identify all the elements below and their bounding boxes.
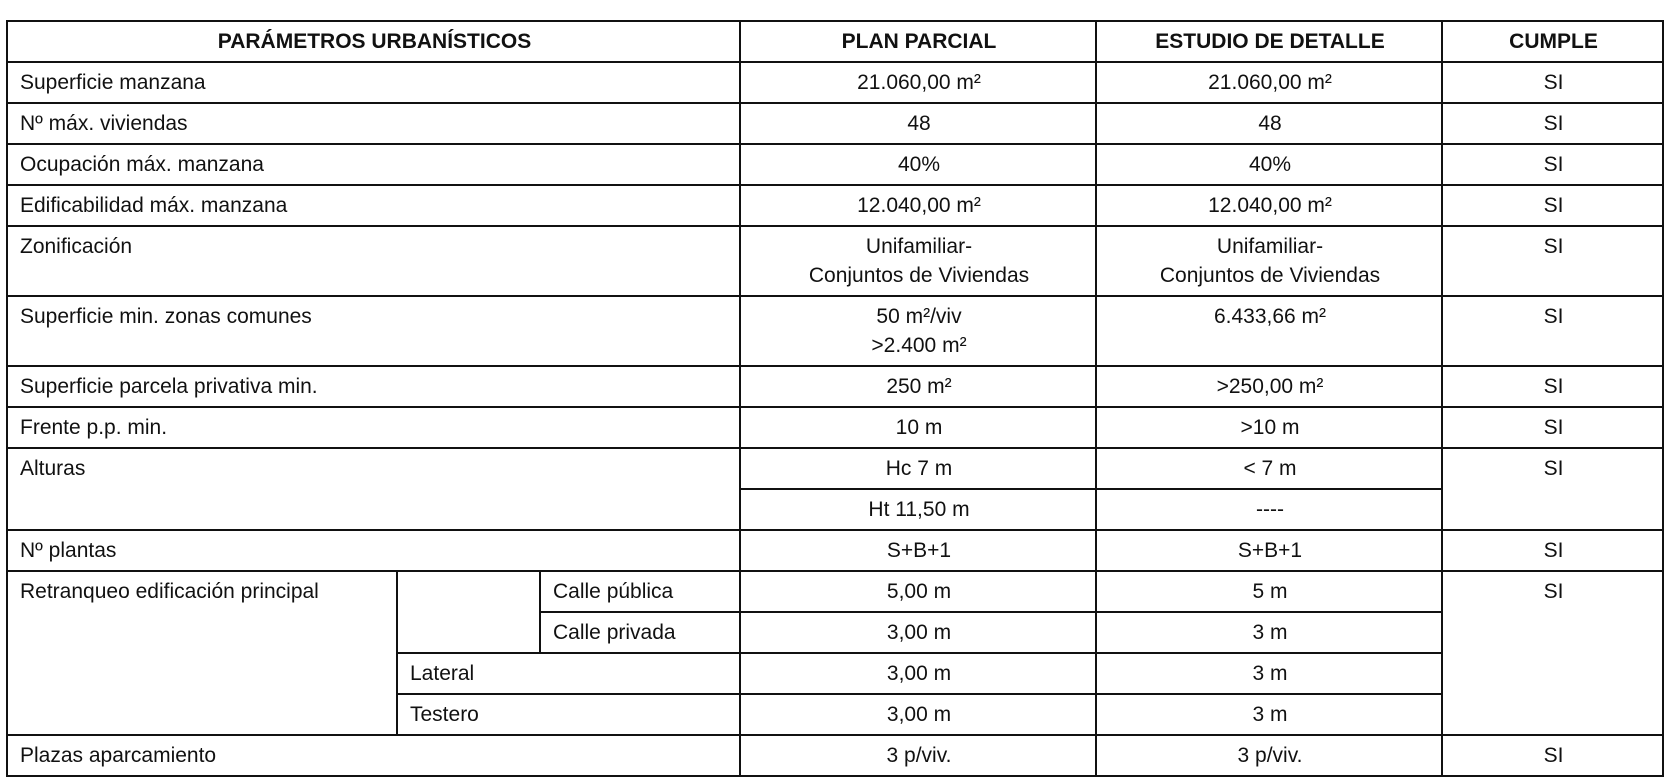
cumple-value: SI bbox=[1442, 62, 1663, 103]
estudio-value: Unifamiliar- Conjuntos de Viviendas bbox=[1096, 226, 1442, 296]
plan-value: 10 m bbox=[740, 407, 1096, 448]
param-label: Ocupación máx. manzana bbox=[7, 144, 740, 185]
estudio-value: >250,00 m² bbox=[1096, 366, 1442, 407]
plan-value: 3 p/viv. bbox=[740, 735, 1096, 776]
table-row bbox=[7, 62, 1663, 103]
param-label: Nº máx. viviendas bbox=[7, 103, 740, 144]
estudio-value-calle-publica: 5 m bbox=[1096, 571, 1442, 612]
param-label: Edificabilidad máx. manzana bbox=[7, 185, 740, 226]
estudio-value: 6.433,66 m² bbox=[1096, 296, 1442, 366]
plan-value-hc: Hc 7 m bbox=[740, 448, 1096, 489]
cumple-value-alturas: SI bbox=[1442, 448, 1663, 530]
cumple-value: SI bbox=[1442, 407, 1663, 448]
table-row bbox=[7, 366, 1663, 407]
plan-value: Unifamiliar- Conjuntos de Viviendas bbox=[740, 226, 1096, 296]
sub-label-testero: Testero bbox=[397, 694, 740, 735]
cumple-value: SI bbox=[1442, 530, 1663, 571]
cumple-value: SI bbox=[1442, 144, 1663, 185]
estudio-value-lateral: 3 m bbox=[1096, 653, 1442, 694]
urban-parameters-table bbox=[6, 20, 1664, 777]
param-label: Superficie manzana bbox=[7, 62, 740, 103]
param-label: Superficie min. zonas comunes bbox=[7, 296, 740, 366]
plan-value: 250 m² bbox=[740, 366, 1096, 407]
estudio-value: 40% bbox=[1096, 144, 1442, 185]
plan-value-calle-privada: 3,00 m bbox=[740, 612, 1096, 653]
estudio-value: 12.040,00 m² bbox=[1096, 185, 1442, 226]
plan-value-ht: Ht 11,50 m bbox=[740, 489, 1096, 530]
estudio-value: >10 m bbox=[1096, 407, 1442, 448]
plan-value-testero: 3,00 m bbox=[740, 694, 1096, 735]
cumple-value: SI bbox=[1442, 366, 1663, 407]
header-parametros: PARÁMETROS URBANÍSTICOS bbox=[7, 21, 740, 62]
table-row bbox=[7, 185, 1663, 226]
param-label: Plazas aparcamiento bbox=[7, 735, 740, 776]
estudio-value: 3 p/viv. bbox=[1096, 735, 1442, 776]
plan-value: 12.040,00 m² bbox=[740, 185, 1096, 226]
table-row-alturas bbox=[7, 448, 1663, 489]
plan-value: 50 m²/viv >2.400 m² bbox=[740, 296, 1096, 366]
cumple-value: SI bbox=[1442, 103, 1663, 144]
header-cumple: CUMPLE bbox=[1442, 21, 1663, 62]
header-row bbox=[7, 21, 1663, 62]
param-label: Frente p.p. min. bbox=[7, 407, 740, 448]
retranqueo-blank-cell bbox=[397, 571, 540, 653]
sub-label-lateral: Lateral bbox=[397, 653, 740, 694]
table-row bbox=[7, 226, 1663, 296]
plan-value: 48 bbox=[740, 103, 1096, 144]
plan-value-calle-publica: 5,00 m bbox=[740, 571, 1096, 612]
estudio-value: 48 bbox=[1096, 103, 1442, 144]
estudio-value: S+B+1 bbox=[1096, 530, 1442, 571]
plan-value: S+B+1 bbox=[740, 530, 1096, 571]
table-row bbox=[7, 530, 1663, 571]
param-label-alturas: Alturas bbox=[7, 448, 740, 530]
sub-label-calle-publica: Calle pública bbox=[540, 571, 740, 612]
table-row bbox=[7, 735, 1663, 776]
estudio-value: 21.060,00 m² bbox=[1096, 62, 1442, 103]
table-row bbox=[7, 407, 1663, 448]
cumple-value: SI bbox=[1442, 185, 1663, 226]
estudio-value-ht: ---- bbox=[1096, 489, 1442, 530]
header-plan-parcial: PLAN PARCIAL bbox=[740, 21, 1096, 62]
cumple-value: SI bbox=[1442, 226, 1663, 296]
plan-value-lateral: 3,00 m bbox=[740, 653, 1096, 694]
estudio-value-hc: < 7 m bbox=[1096, 448, 1442, 489]
sub-label-calle-privada: Calle privada bbox=[540, 612, 740, 653]
cumple-value: SI bbox=[1442, 296, 1663, 366]
param-label-retranqueo: Retranqueo edificación principal bbox=[7, 571, 397, 735]
table-row bbox=[7, 296, 1663, 366]
cumple-value-retranqueo: SI bbox=[1442, 571, 1663, 735]
cumple-value: SI bbox=[1442, 735, 1663, 776]
param-label: Superficie parcela privativa min. bbox=[7, 366, 740, 407]
param-label: Zonificación bbox=[7, 226, 740, 296]
table-row bbox=[7, 144, 1663, 185]
table-row-retranqueo bbox=[7, 571, 1663, 612]
param-label: Nº plantas bbox=[7, 530, 740, 571]
estudio-value-testero: 3 m bbox=[1096, 694, 1442, 735]
table-row bbox=[7, 103, 1663, 144]
header-estudio-detalle: ESTUDIO DE DETALLE bbox=[1096, 21, 1442, 62]
estudio-value-calle-privada: 3 m bbox=[1096, 612, 1442, 653]
plan-value: 21.060,00 m² bbox=[740, 62, 1096, 103]
plan-value: 40% bbox=[740, 144, 1096, 185]
